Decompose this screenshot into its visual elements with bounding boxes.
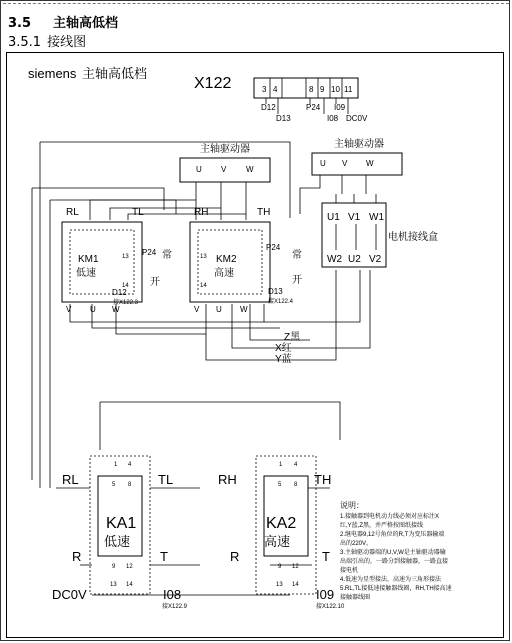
wire-z: Z黑 [284, 332, 301, 343]
ka1-name: KA1 [106, 515, 137, 532]
notes-line: 4.低速为星型接法，高速为三角形接法 [340, 577, 442, 583]
km1-pin-13: 13 [122, 254, 129, 260]
ka1-pin: 12 [126, 564, 133, 570]
km2-terminal: U [216, 305, 222, 314]
km2-signal: D13 [268, 287, 283, 296]
notes-line: 1.接触器到电机动力线必须对应标注X [340, 514, 440, 520]
km2-note: 接X122.4 [268, 299, 294, 305]
km1-desc: 低速 [76, 268, 96, 279]
km1-terminal-tl: TL [132, 207, 144, 218]
ka2-pin: 5 [278, 482, 282, 488]
diagram-title-brand: siemens [28, 66, 77, 81]
km2-name: KM2 [216, 254, 237, 265]
km2-terminal-rh: RH [194, 207, 209, 218]
notes-line: 出的220V。 [340, 541, 373, 547]
ka1-terminal-tl: TL [158, 472, 174, 487]
km1-terminal: W [112, 305, 120, 314]
notes-line: 红,Y蓝,Z黑，并严格按图纸接线 [340, 523, 424, 529]
km1-note: 接X122.3 [113, 300, 139, 306]
notes-line: 5.RL,TL接低速接触器线圈，RH,TH接高速 [340, 586, 452, 592]
ka2-relay [256, 456, 316, 594]
ka1-terminal-r: R [72, 549, 82, 564]
drive-right-title: 主轴驱动器 [334, 139, 384, 150]
km1-terminal: U [90, 305, 96, 314]
wire-x: X红 [275, 343, 292, 354]
section-title: 主轴高低档 [53, 16, 119, 31]
km2-contactor [190, 207, 270, 314]
motor-terminal-top: U1 [327, 212, 340, 223]
ka1-terminal-rl: RL [62, 472, 79, 487]
signal-d13: D13 [276, 114, 291, 123]
drive-left-terminal: U [196, 165, 202, 174]
ka1-note: 接X122.9 [162, 604, 188, 610]
notes-title: 说明： [340, 501, 364, 510]
km2-desc: 高速 [214, 268, 234, 279]
ka1-pin: 9 [112, 564, 116, 570]
km2-pin-14: 14 [200, 283, 207, 289]
ka2-pin: 8 [294, 482, 298, 488]
drive-left-terminal: W [246, 165, 254, 174]
subsection-number: 3.5.1 [8, 35, 42, 50]
ka2-desc: 高速 [264, 534, 291, 549]
connector-pin: 4 [273, 85, 278, 94]
nc-label: 常 [162, 250, 172, 261]
notes-block [340, 500, 452, 601]
nc-label-2: 常 [292, 250, 302, 261]
ka2-terminal-rh: RH [218, 472, 237, 487]
ka1-pin: 4 [128, 462, 132, 468]
ka1-desc: 低速 [104, 534, 131, 549]
section-number: 3.5 [8, 16, 32, 31]
motor-terminal-top: W1 [369, 212, 384, 223]
km1-pin-14: 14 [122, 283, 129, 289]
notes-line: 3.主轴驱动器端的U,V,W是主轴驱动器输 [340, 550, 446, 556]
motor-terminal-bottom: V2 [369, 254, 382, 265]
signal-dc0v: DC0V [346, 114, 368, 123]
km2-pin-13: 13 [200, 254, 207, 260]
motor-terminal-bottom: U2 [348, 254, 361, 265]
signal-i08: I08 [327, 114, 339, 123]
ka1-pin: 1 [114, 462, 118, 468]
ka1-dc0v: DC0V [52, 587, 87, 602]
ka2-pin: 14 [292, 582, 299, 588]
ka1-pin: 5 [112, 482, 116, 488]
ka2-pin: 1 [279, 462, 283, 468]
signal-d12: D12 [261, 103, 276, 112]
subsection-title: 接线图 [47, 35, 87, 50]
ka1-pin: 8 [128, 482, 132, 488]
drive-right-terminal: U [320, 159, 326, 168]
motor-box-title: 电机接线盒 [388, 232, 438, 243]
km1-terminal: V [66, 305, 72, 314]
ka2-terminal-r: R [230, 549, 240, 564]
km2-terminal: V [194, 305, 200, 314]
km2-p24: P24 [266, 243, 281, 252]
ka2-pin: 12 [292, 564, 299, 570]
km1-contactor [62, 207, 144, 314]
ka1-pin: 13 [110, 582, 117, 588]
no-label: 开 [150, 277, 160, 288]
no-label-2: 开 [292, 275, 302, 286]
ka2-terminal-th: TH [314, 472, 332, 487]
connector-pin: 10 [331, 85, 340, 94]
ka2-i09: I09 [316, 587, 335, 602]
connector-label: X122 [194, 75, 232, 92]
wire-y: Y蓝 [275, 354, 292, 365]
ka2-note: 接X122.10 [316, 604, 345, 610]
ka2-pin: 4 [294, 462, 298, 468]
km2-terminal-th: TH [257, 207, 271, 218]
drive-left-title: 主轴驱动器 [200, 144, 250, 155]
ka1-pin: 14 [126, 582, 133, 588]
motor-terminal-top: V1 [348, 212, 361, 223]
ka1-relay [90, 456, 150, 594]
ka2-pin: 9 [278, 564, 282, 570]
drive-left-terminal: V [221, 165, 227, 174]
connector-pin: 3 [262, 85, 267, 94]
km1-name: KM1 [78, 254, 99, 265]
connector-pin: 11 [344, 85, 353, 94]
notes-line: 出端引出的，一路分到接触器，一路直接 [340, 559, 449, 565]
ka2-terminal-t: T [322, 549, 330, 564]
connector-pin: 8 [309, 85, 314, 94]
km1-signal: D12 [112, 288, 127, 297]
signal-i09: I09 [334, 103, 346, 112]
km1-p24: P24 [142, 248, 157, 257]
ka2-name: KA2 [266, 515, 297, 532]
ka1-i08: I08 [163, 587, 182, 602]
ka2-pin: 13 [276, 582, 283, 588]
km1-terminal-rl: RL [66, 207, 79, 218]
diagram-title: 主轴高低档 [82, 66, 148, 81]
notes-line: 接触器线圈 [340, 595, 371, 601]
motor-junction-box [322, 203, 386, 267]
drive-right-terminal: V [342, 159, 348, 168]
connector-pin: 9 [320, 85, 325, 94]
km2-terminal: W [240, 305, 248, 314]
drive-right-terminal: W [366, 159, 374, 168]
motor-terminal-bottom: W2 [327, 254, 342, 265]
ka1-terminal-t: T [160, 549, 168, 564]
notes-line: 2.继电器9,12号角位的R,T为变压器输端 [340, 532, 445, 538]
signal-p24: P24 [306, 103, 321, 112]
notes-line: 接电机 [340, 568, 359, 574]
